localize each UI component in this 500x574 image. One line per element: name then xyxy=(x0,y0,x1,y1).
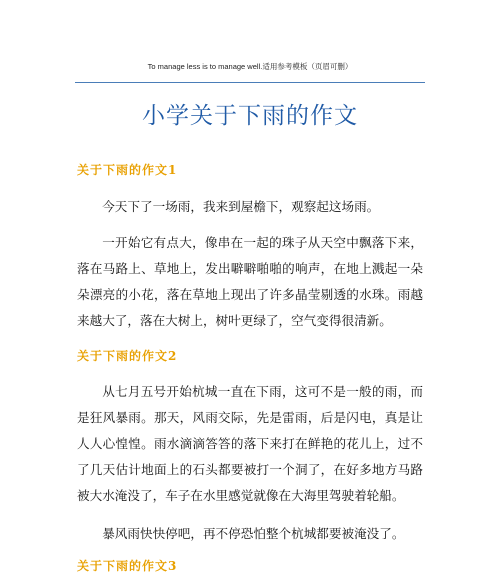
header-divider xyxy=(75,82,425,83)
section-2-paragraph-2: 暴风雨快快停吧，再不停恐怕整个杭城都要被淹没了。 xyxy=(102,526,405,541)
section-heading-3: 关于下雨的作文3 xyxy=(77,559,178,573)
section-1-paragraph-1: 今天下了一场雨，我来到屋檐下，观察起这场雨。 xyxy=(102,199,380,214)
section-2-paragraph-1: 从七月五号开始杭城一直在下雨，这可不是一般的雨，而是狂风暴雨。那天，风雨交际，先是雷雨，后是闪电，真是让人人心惶惶。雨水滴滴答答的落下来打在鲜艳的花儿上，过不了几天估计地面上的石头都要被打一个洞了，在好多地方马路被大水淹没了，车子在水里感觉就像在大海里驾驶着轮船。 xyxy=(77,384,423,503)
page-header-note: To manage less is to manage well.适用参考模板（页眉可删） xyxy=(147,62,353,71)
section-heading-1: 关于下雨的作文1 xyxy=(77,163,178,177)
section-heading-2: 关于下雨的作文2 xyxy=(77,349,178,363)
document-title: 小学关于下雨的作文 xyxy=(142,103,358,129)
section-1-paragraph-2: 一开始它有点大，像串在一起的珠子从天空中飘落下来，落在马路上、草地上，发出噼噼啪啪的响声，在地上溅起一朵朵漂亮的小花，落在草地上现出了许多晶莹剔透的水珠。雨越来越大了，落在大树上，树叶更绿了，空气变得很清新。 xyxy=(77,235,423,328)
